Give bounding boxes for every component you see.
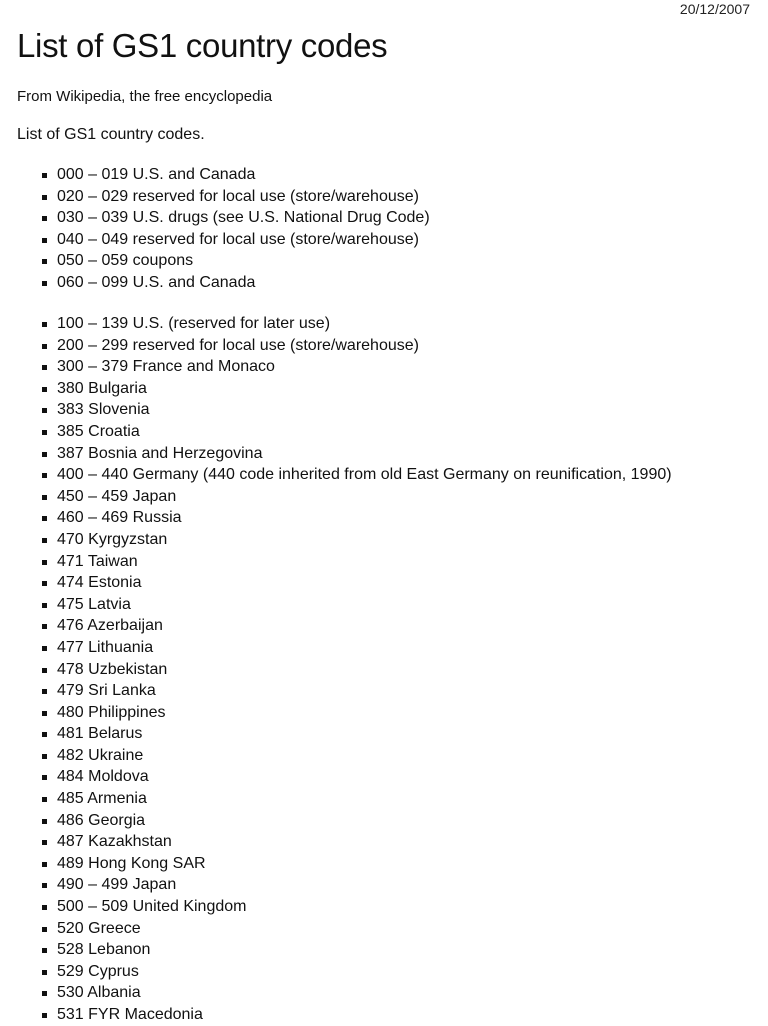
list-item-text: 060 – 099 U.S. and Canada (57, 273, 256, 291)
list-item-text: 000 – 019 U.S. and Canada (57, 166, 256, 183)
list-item (40, 853, 672, 875)
list-item (40, 1004, 672, 1026)
list-item (40, 335, 672, 357)
bullet-icon (42, 173, 47, 178)
list-item (40, 443, 672, 465)
list-item (40, 186, 430, 208)
list-item (40, 313, 672, 335)
bullet-icon (42, 387, 47, 392)
list-item-text: 489 Hong Kong SAR (57, 854, 206, 872)
list-item (40, 399, 672, 421)
list-item-text: 385 Croatia (57, 422, 140, 440)
list-item (40, 164, 430, 186)
list-item-text: 387 Bosnia and Herzegovina (57, 444, 263, 462)
list-item-text: 482 Ukraine (57, 746, 144, 764)
list-item (40, 250, 430, 272)
list-item (40, 788, 672, 810)
list-item-text: 040 – 049 reserved for local use (store/warehouse) (57, 230, 419, 248)
list-item (40, 229, 430, 251)
bullet-icon (42, 819, 47, 824)
bullet-icon (42, 322, 47, 327)
list-item (40, 982, 672, 1004)
list-item (40, 831, 672, 853)
list-item (40, 659, 672, 681)
list-item (40, 421, 672, 443)
country-code-list-1 (40, 164, 430, 294)
list-item-text: 485 Armenia (57, 790, 147, 808)
list-item-text: 300 – 379 France and Monaco (57, 358, 275, 376)
list-item-text: 477 Lithuania (57, 638, 154, 656)
bullet-icon (42, 495, 47, 500)
list-item (40, 378, 672, 400)
list-item (40, 874, 672, 896)
list-item-text: 484 Moldova (57, 768, 149, 786)
list-item (40, 766, 672, 788)
bullet-icon (42, 538, 47, 543)
bullet-icon (42, 430, 47, 435)
bullet-icon (42, 711, 47, 716)
list-item (40, 961, 672, 983)
list-item-text: 528 Lebanon (57, 941, 151, 959)
list-item-text: 529 Cyprus (57, 962, 139, 980)
list-item-text: 500 – 509 United Kingdom (57, 898, 247, 916)
list-item (40, 529, 672, 551)
list-item-text: 470 Kyrgyzstan (57, 530, 168, 548)
list-item (40, 464, 672, 486)
list-item-text: 383 Slovenia (57, 401, 150, 419)
list-item (40, 637, 672, 659)
list-item-text: 474 Estonia (57, 574, 142, 592)
list-item (40, 723, 672, 745)
list-item (40, 810, 672, 832)
bullet-icon (42, 195, 47, 200)
bullet-icon (42, 668, 47, 673)
bullet-icon (42, 603, 47, 608)
bullet-icon (42, 238, 47, 243)
list-item-text: 486 Georgia (57, 811, 146, 829)
list-item-text: 530 Albania (57, 984, 141, 1002)
list-item (40, 918, 672, 940)
list-item-text: 460 – 469 Russia (57, 509, 182, 527)
list-item (40, 572, 672, 594)
list-item-text: 480 Philippines (57, 703, 166, 721)
list-item-text: 475 Latvia (57, 595, 131, 613)
list-item (40, 594, 672, 616)
list-item (40, 551, 672, 573)
list-item (40, 896, 672, 918)
bullet-icon (42, 560, 47, 565)
list-item (40, 486, 672, 508)
bullet-icon (42, 862, 47, 867)
list-item-text: 481 Belarus (57, 725, 143, 743)
bullet-icon (42, 516, 47, 521)
list-item-text: 531 FYR Macedonia (57, 1006, 203, 1023)
page-subtitle: From Wikipedia, the free encyclopedia (17, 88, 273, 105)
list-item (40, 745, 672, 767)
list-item-text: 030 – 039 U.S. drugs (see U.S. National Drug Code) (57, 209, 430, 227)
list-item-text: 100 – 139 U.S. (reserved for later use) (57, 315, 331, 332)
list-item-text: 380 Bulgaria (57, 379, 147, 397)
bullet-icon (42, 927, 47, 932)
list-item-text: 479 Sri Lanka (57, 682, 156, 700)
bullet-icon (42, 732, 47, 737)
bullet-icon (42, 840, 47, 845)
list-item (40, 272, 430, 294)
print-date: 20/12/2007 (679, 1, 750, 17)
bullet-icon (42, 646, 47, 651)
list-item (40, 680, 672, 702)
list-item (40, 356, 672, 378)
bullet-icon (42, 775, 47, 780)
bullet-icon (42, 473, 47, 478)
list-item-text: 050 – 059 coupons (57, 252, 194, 270)
bullet-icon (42, 344, 47, 349)
list-item-text: 478 Uzbekistan (57, 660, 168, 678)
list-item-text: 471 Taiwan (57, 552, 138, 570)
list-item (40, 939, 672, 961)
list-item (40, 702, 672, 724)
list-item-text: 020 – 029 reserved for local use (store/warehouse) (57, 187, 419, 205)
bullet-icon (42, 754, 47, 759)
bullet-icon (42, 905, 47, 910)
page-title: List of GS1 country codes (17, 27, 388, 64)
list-item-text: 400 – 440 Germany (440 code inherited from old East Germany on reunification, 1990) (57, 466, 672, 484)
bullet-icon (42, 991, 47, 996)
bullet-icon (42, 365, 47, 370)
bullet-icon (42, 281, 47, 286)
list-item (40, 615, 672, 637)
list-item-text: 520 Greece (57, 919, 141, 937)
bullet-icon (42, 581, 47, 586)
list-item-text: 487 Kazakhstan (57, 833, 172, 851)
bullet-icon (42, 948, 47, 953)
list-item-text: 450 – 459 Japan (57, 487, 177, 505)
list-item-text: 200 – 299 reserved for local use (store/warehouse) (57, 336, 419, 354)
bullet-icon (42, 624, 47, 629)
bullet-icon (42, 452, 47, 457)
country-code-list-2 (40, 313, 672, 1026)
intro-text: List of GS1 country codes. (17, 126, 205, 143)
list-item-text: 490 – 499 Japan (57, 876, 177, 894)
bullet-icon (42, 689, 47, 694)
list-item-text: 476 Azerbaijan (57, 617, 163, 635)
bullet-icon (42, 797, 47, 802)
bullet-icon (42, 216, 47, 221)
bullet-icon (42, 259, 47, 264)
bullet-icon (42, 408, 47, 413)
list-item (40, 507, 672, 529)
bullet-icon (42, 970, 47, 975)
bullet-icon (42, 883, 47, 888)
bullet-icon (42, 1013, 47, 1018)
list-item (40, 207, 430, 229)
